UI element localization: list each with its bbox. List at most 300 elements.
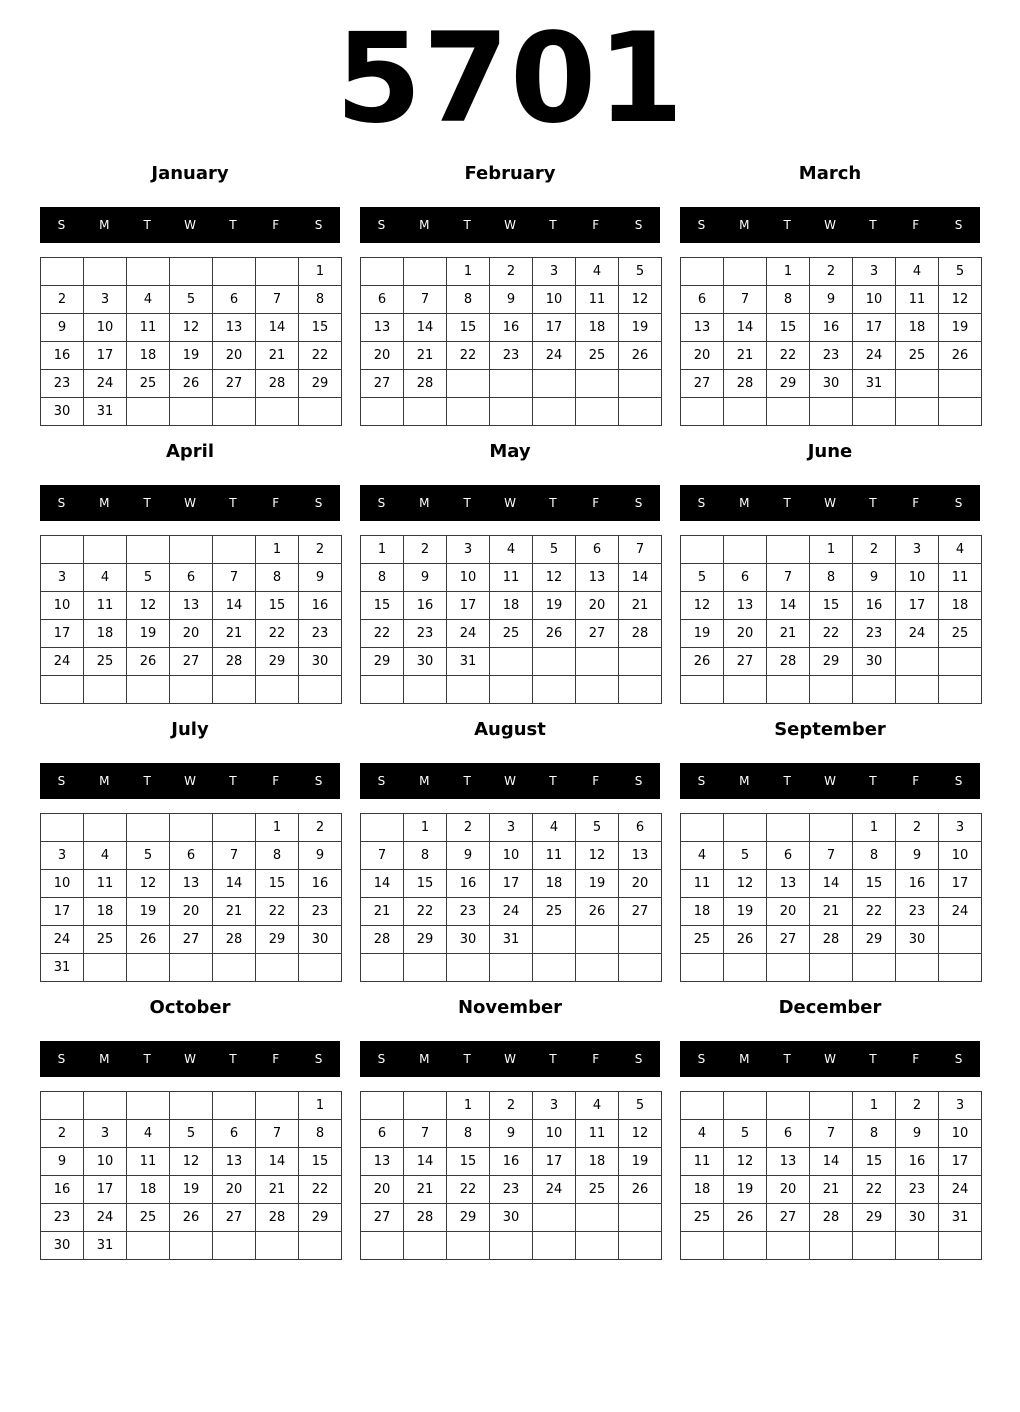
- day-cell: [681, 676, 724, 704]
- day-cell: 18: [681, 898, 724, 926]
- day-grid: [360, 813, 662, 982]
- day-cell: 22: [767, 342, 810, 370]
- weekday-header: [40, 763, 340, 799]
- day-cell: [810, 1232, 853, 1260]
- day-cell: 23: [41, 370, 84, 398]
- day-cell: 4: [127, 1120, 170, 1148]
- week-row: [681, 870, 982, 898]
- day-cell: [41, 1092, 84, 1120]
- day-cell: 23: [41, 1204, 84, 1232]
- day-cell: 18: [490, 592, 533, 620]
- day-cell: [490, 370, 533, 398]
- day-cell: 11: [681, 1148, 724, 1176]
- day-cell: 17: [84, 1176, 127, 1204]
- day-cell: 20: [767, 1176, 810, 1204]
- day-cell: 18: [896, 314, 939, 342]
- day-cell: 17: [939, 1148, 982, 1176]
- day-cell: [853, 676, 896, 704]
- day-cell: 27: [170, 648, 213, 676]
- week-row: [361, 564, 662, 592]
- day-cell: 1: [447, 258, 490, 286]
- weekday-label: S: [377, 496, 386, 510]
- day-cell: 17: [490, 870, 533, 898]
- day-cell: 22: [299, 1176, 342, 1204]
- week-row: [361, 258, 662, 286]
- weekday-label: W: [184, 774, 196, 788]
- weekday-label: S: [954, 774, 963, 788]
- weekday-label: S: [314, 774, 323, 788]
- day-cell: [533, 398, 576, 426]
- day-cell: 30: [490, 1204, 533, 1232]
- day-cell: 5: [724, 1120, 767, 1148]
- day-cell: 23: [404, 620, 447, 648]
- day-cell: 7: [213, 564, 256, 592]
- day-cell: 9: [896, 842, 939, 870]
- weekday-label: S: [954, 1052, 963, 1066]
- day-cell: 9: [41, 314, 84, 342]
- day-cell: [213, 258, 256, 286]
- day-cell: [724, 814, 767, 842]
- day-cell: 3: [84, 1120, 127, 1148]
- weekday-label: T: [783, 1052, 791, 1066]
- day-cell: 4: [576, 1092, 619, 1120]
- weekday-label: T: [229, 1052, 237, 1066]
- day-cell: 24: [84, 1204, 127, 1232]
- day-cell: [490, 954, 533, 982]
- day-cell: 12: [724, 870, 767, 898]
- day-grid: [40, 535, 342, 704]
- day-cell: 15: [361, 592, 404, 620]
- weekday-header: [360, 485, 660, 521]
- day-cell: 17: [896, 592, 939, 620]
- day-cell: 25: [84, 648, 127, 676]
- day-cell: [361, 1232, 404, 1260]
- month-name: January: [151, 163, 229, 184]
- weekday-label: F: [592, 774, 600, 788]
- weekday-label: T: [463, 1052, 471, 1066]
- day-cell: 11: [84, 870, 127, 898]
- day-cell: [619, 398, 662, 426]
- weekday-label: S: [634, 496, 643, 510]
- day-cell: 15: [256, 870, 299, 898]
- day-cell: 16: [490, 314, 533, 342]
- day-cell: 21: [810, 898, 853, 926]
- weekday-header: [360, 207, 660, 243]
- day-cell: [576, 398, 619, 426]
- day-cell: 23: [810, 342, 853, 370]
- day-cell: 24: [533, 342, 576, 370]
- weekday-header: [680, 485, 980, 521]
- day-cell: 1: [404, 814, 447, 842]
- day-cell: 24: [84, 370, 127, 398]
- day-cell: 7: [404, 1120, 447, 1148]
- day-cell: 23: [490, 1176, 533, 1204]
- weekday-header: [40, 485, 340, 521]
- day-cell: [213, 1092, 256, 1120]
- day-cell: 7: [213, 842, 256, 870]
- day-cell: [84, 258, 127, 286]
- day-cell: 29: [810, 648, 853, 676]
- day-cell: 15: [447, 314, 490, 342]
- weekday-label: S: [314, 218, 323, 232]
- day-cell: [256, 1232, 299, 1260]
- weekday-label: F: [272, 218, 280, 232]
- day-cell: 9: [447, 842, 490, 870]
- weekday-label: T: [549, 1052, 557, 1066]
- weekday-label: F: [912, 1052, 920, 1066]
- day-cell: 1: [299, 1092, 342, 1120]
- day-cell: 19: [619, 314, 662, 342]
- day-cell: [853, 954, 896, 982]
- day-cell: 14: [213, 592, 256, 620]
- day-cell: 6: [170, 564, 213, 592]
- day-cell: 21: [810, 1176, 853, 1204]
- week-row: [681, 286, 982, 314]
- day-cell: [447, 954, 490, 982]
- week-row: [361, 536, 662, 564]
- day-cell: [404, 1232, 447, 1260]
- day-cell: 26: [127, 648, 170, 676]
- week-row: [361, 1120, 662, 1148]
- day-cell: 12: [619, 1120, 662, 1148]
- weekday-label: W: [824, 218, 836, 232]
- day-cell: [681, 1232, 724, 1260]
- day-cell: [127, 814, 170, 842]
- week-row: [41, 1204, 342, 1232]
- day-cell: 19: [939, 314, 982, 342]
- day-cell: [447, 370, 490, 398]
- day-cell: 11: [896, 286, 939, 314]
- day-cell: 25: [576, 342, 619, 370]
- day-cell: 7: [404, 286, 447, 314]
- day-cell: 4: [490, 536, 533, 564]
- weekday-label: S: [377, 1052, 386, 1066]
- day-cell: 3: [853, 258, 896, 286]
- month-name: November: [457, 997, 563, 1018]
- weekday-header: [680, 1041, 980, 1077]
- day-cell: 30: [404, 648, 447, 676]
- week-row: [41, 342, 342, 370]
- month-name: August: [474, 719, 546, 740]
- day-cell: [619, 926, 662, 954]
- weekday-label: S: [697, 218, 706, 232]
- day-cell: 8: [810, 564, 853, 592]
- day-cell: 22: [256, 620, 299, 648]
- day-cell: 15: [404, 870, 447, 898]
- day-cell: 21: [256, 342, 299, 370]
- day-cell: 24: [490, 898, 533, 926]
- day-cell: 9: [299, 564, 342, 592]
- day-cell: 24: [533, 1176, 576, 1204]
- day-cell: [361, 814, 404, 842]
- day-cell: 23: [490, 342, 533, 370]
- day-cell: 2: [896, 1092, 939, 1120]
- day-cell: 20: [361, 1176, 404, 1204]
- week-row: [681, 564, 982, 592]
- day-cell: 17: [853, 314, 896, 342]
- day-cell: [170, 258, 213, 286]
- week-row: [681, 592, 982, 620]
- day-cell: 7: [256, 286, 299, 314]
- day-cell: [299, 676, 342, 704]
- week-row: [361, 1232, 662, 1260]
- day-cell: [170, 1232, 213, 1260]
- day-cell: 28: [810, 926, 853, 954]
- day-cell: 2: [299, 814, 342, 842]
- week-row: [41, 926, 342, 954]
- week-row: [681, 536, 982, 564]
- week-row: [681, 1092, 982, 1120]
- day-cell: 22: [810, 620, 853, 648]
- week-row: [361, 648, 662, 676]
- day-cell: 6: [724, 564, 767, 592]
- day-cell: [170, 814, 213, 842]
- day-cell: 7: [767, 564, 810, 592]
- day-cell: 20: [681, 342, 724, 370]
- day-cell: 5: [170, 1120, 213, 1148]
- day-cell: 2: [490, 1092, 533, 1120]
- week-row: [361, 898, 662, 926]
- day-cell: 22: [404, 898, 447, 926]
- day-cell: [84, 814, 127, 842]
- weekday-label: W: [504, 496, 516, 510]
- weekday-label: S: [634, 1052, 643, 1066]
- week-row: [41, 842, 342, 870]
- day-cell: 20: [213, 342, 256, 370]
- day-cell: 14: [724, 314, 767, 342]
- day-cell: [939, 1232, 982, 1260]
- week-row: [361, 398, 662, 426]
- day-cell: 20: [576, 592, 619, 620]
- day-cell: 15: [299, 314, 342, 342]
- week-row: [361, 342, 662, 370]
- day-cell: 9: [299, 842, 342, 870]
- day-cell: 10: [939, 1120, 982, 1148]
- weekday-label: S: [57, 496, 66, 510]
- week-row: [681, 648, 982, 676]
- week-row: [681, 954, 982, 982]
- day-cell: [127, 398, 170, 426]
- day-cell: 27: [619, 898, 662, 926]
- weekday-label: M: [739, 1052, 750, 1066]
- day-cell: 16: [41, 1176, 84, 1204]
- day-cell: [127, 1092, 170, 1120]
- day-cell: [576, 676, 619, 704]
- day-cell: 12: [533, 564, 576, 592]
- day-grid: [40, 1091, 342, 1260]
- week-row: [41, 648, 342, 676]
- day-cell: 15: [299, 1148, 342, 1176]
- day-cell: [361, 258, 404, 286]
- week-row: [361, 592, 662, 620]
- day-cell: 7: [256, 1120, 299, 1148]
- week-row: [361, 870, 662, 898]
- day-cell: 24: [853, 342, 896, 370]
- day-cell: 14: [810, 1148, 853, 1176]
- week-row: [681, 926, 982, 954]
- day-cell: 29: [361, 648, 404, 676]
- day-cell: 10: [939, 842, 982, 870]
- month-name: September: [774, 719, 886, 740]
- day-cell: 7: [619, 536, 662, 564]
- day-cell: 27: [681, 370, 724, 398]
- weekday-header: [680, 763, 980, 799]
- day-cell: 8: [447, 1120, 490, 1148]
- day-cell: 8: [299, 286, 342, 314]
- day-cell: 14: [256, 1148, 299, 1176]
- month-name: December: [778, 997, 882, 1018]
- day-cell: 26: [533, 620, 576, 648]
- day-cell: 13: [681, 314, 724, 342]
- day-cell: 30: [299, 648, 342, 676]
- day-cell: 1: [256, 536, 299, 564]
- day-cell: [939, 926, 982, 954]
- day-cell: 20: [361, 342, 404, 370]
- day-cell: [256, 676, 299, 704]
- week-row: [361, 620, 662, 648]
- day-cell: 8: [361, 564, 404, 592]
- weekday-label: M: [99, 218, 110, 232]
- day-cell: 22: [256, 898, 299, 926]
- day-cell: 12: [619, 286, 662, 314]
- day-cell: 20: [767, 898, 810, 926]
- weekday-label: S: [954, 496, 963, 510]
- weekday-label: T: [229, 218, 237, 232]
- day-cell: [619, 370, 662, 398]
- week-row: [361, 314, 662, 342]
- day-cell: 8: [447, 286, 490, 314]
- day-cell: [533, 370, 576, 398]
- day-cell: 2: [41, 1120, 84, 1148]
- day-cell: 26: [619, 1176, 662, 1204]
- week-row: [41, 1092, 342, 1120]
- day-grid: [360, 257, 662, 426]
- weekday-label: W: [184, 218, 196, 232]
- day-cell: [681, 814, 724, 842]
- day-cell: 5: [681, 564, 724, 592]
- week-row: [681, 1120, 982, 1148]
- day-cell: 2: [447, 814, 490, 842]
- week-row: [681, 842, 982, 870]
- day-grid: [360, 1091, 662, 1260]
- weekday-label: T: [143, 496, 151, 510]
- day-cell: [681, 536, 724, 564]
- day-cell: 1: [447, 1092, 490, 1120]
- day-cell: 19: [127, 898, 170, 926]
- day-cell: 6: [619, 814, 662, 842]
- weekday-header: [360, 763, 660, 799]
- day-cell: [767, 676, 810, 704]
- day-cell: 22: [853, 1176, 896, 1204]
- day-cell: 23: [896, 1176, 939, 1204]
- day-cell: 14: [810, 870, 853, 898]
- weekday-label: T: [143, 774, 151, 788]
- day-cell: 28: [361, 926, 404, 954]
- day-cell: 10: [84, 314, 127, 342]
- day-cell: 13: [361, 1148, 404, 1176]
- day-cell: [619, 648, 662, 676]
- day-grid: [680, 813, 982, 982]
- week-row: [41, 592, 342, 620]
- day-cell: 13: [724, 592, 767, 620]
- day-cell: 21: [767, 620, 810, 648]
- day-cell: 25: [681, 926, 724, 954]
- weekday-label: T: [783, 218, 791, 232]
- day-cell: 28: [256, 370, 299, 398]
- day-cell: [41, 258, 84, 286]
- weekday-label: W: [824, 496, 836, 510]
- day-cell: [213, 814, 256, 842]
- week-row: [681, 676, 982, 704]
- day-cell: 1: [361, 536, 404, 564]
- day-cell: 4: [127, 286, 170, 314]
- day-cell: 12: [170, 314, 213, 342]
- day-cell: [939, 676, 982, 704]
- weekday-label: W: [184, 496, 196, 510]
- day-cell: 25: [127, 370, 170, 398]
- day-cell: 20: [170, 620, 213, 648]
- day-cell: 15: [853, 1148, 896, 1176]
- day-grid: [680, 1091, 982, 1260]
- day-cell: 14: [213, 870, 256, 898]
- day-cell: 12: [127, 870, 170, 898]
- day-cell: 8: [853, 1120, 896, 1148]
- day-cell: 30: [41, 398, 84, 426]
- day-cell: [724, 676, 767, 704]
- day-cell: 18: [533, 870, 576, 898]
- month-name: July: [171, 719, 209, 740]
- weekday-label: T: [869, 218, 877, 232]
- week-row: [41, 564, 342, 592]
- day-cell: 3: [447, 536, 490, 564]
- day-cell: 9: [896, 1120, 939, 1148]
- week-row: [41, 814, 342, 842]
- day-cell: 5: [939, 258, 982, 286]
- weekday-label: M: [419, 774, 430, 788]
- day-cell: 17: [41, 620, 84, 648]
- day-cell: [213, 398, 256, 426]
- day-cell: 27: [576, 620, 619, 648]
- day-cell: 26: [724, 1204, 767, 1232]
- day-cell: [767, 398, 810, 426]
- day-cell: [681, 1092, 724, 1120]
- day-cell: 12: [170, 1148, 213, 1176]
- weekday-header: [360, 1041, 660, 1077]
- day-cell: [896, 676, 939, 704]
- day-cell: [724, 1092, 767, 1120]
- day-cell: 23: [299, 620, 342, 648]
- weekday-label: W: [504, 218, 516, 232]
- day-cell: 18: [939, 592, 982, 620]
- day-cell: [810, 398, 853, 426]
- weekday-header: [40, 207, 340, 243]
- day-cell: 12: [681, 592, 724, 620]
- day-cell: 30: [896, 926, 939, 954]
- week-row: [41, 286, 342, 314]
- day-cell: 22: [447, 342, 490, 370]
- day-cell: [533, 648, 576, 676]
- day-cell: 21: [724, 342, 767, 370]
- week-row: [361, 926, 662, 954]
- day-cell: 6: [767, 842, 810, 870]
- week-row: [41, 536, 342, 564]
- day-cell: 9: [810, 286, 853, 314]
- day-cell: 9: [853, 564, 896, 592]
- weekday-label: F: [592, 496, 600, 510]
- day-cell: 30: [853, 648, 896, 676]
- day-cell: 12: [127, 592, 170, 620]
- weekday-label: F: [592, 218, 600, 232]
